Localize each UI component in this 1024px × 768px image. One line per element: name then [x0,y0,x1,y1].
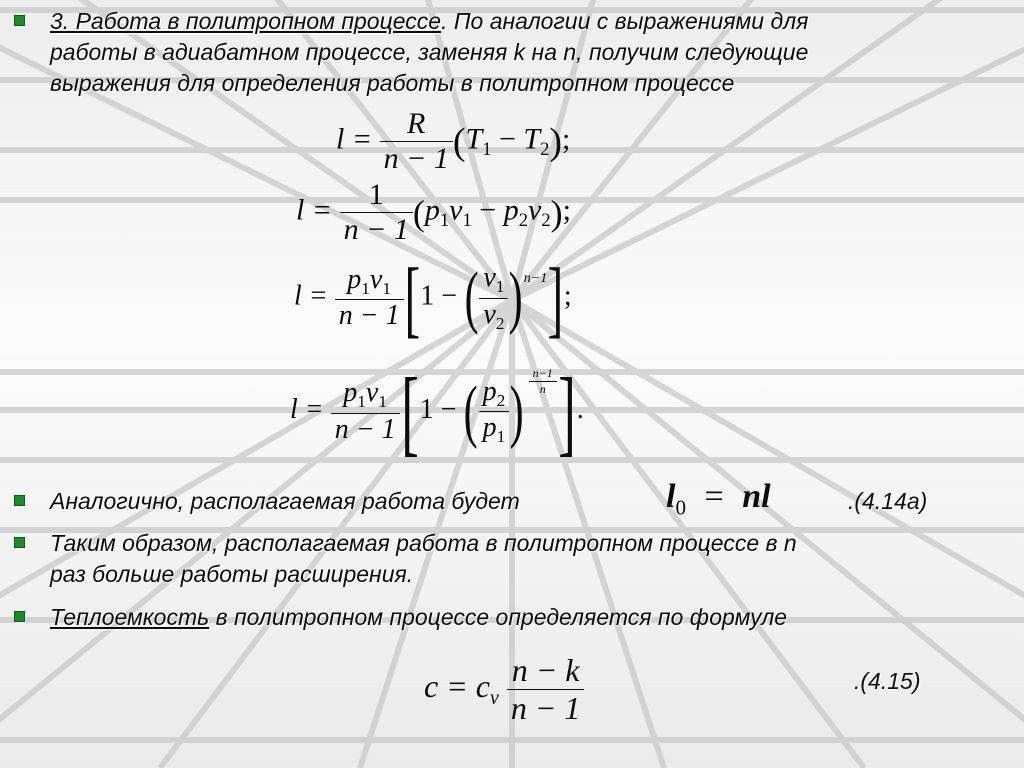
bullet-4-rest: в политропном процессе определяется по формуле [209,604,788,630]
formula-2-lhs: l = [296,193,333,227]
formula-4-exp-den: n [529,381,557,397]
bullet-2-text: Аналогично, располагаемая работа будет [50,488,520,514]
formula-work-volume-ratio [294,248,572,348]
formula-2-denominator: n − 1 [340,212,413,247]
formula-3-inner-fraction [479,262,508,333]
formula-3-inner-den-sub: 2 [495,313,505,333]
formula-2-v2: v [527,193,542,227]
formula-1-t1: T [465,122,483,156]
formula-2-p2-sub: 2 [518,209,528,231]
formula-available-work [666,478,771,520]
formula-6-fraction [507,652,585,727]
formula-4-denominator: n − 1 [331,413,400,446]
formula-2-fraction [340,178,413,247]
formula-1-paren-close: ) [549,120,563,163]
formula-6-denominator: n − 1 [507,689,585,727]
formula-3-paren-open: ( [464,259,479,336]
formula-6-numerator: n − k [511,652,580,688]
bullet-3-text [50,528,1010,590]
formula-2-p1: p [424,193,440,227]
formula-work-temperature [336,107,570,176]
formula-2-paren-open: ( [412,192,425,233]
bullet-icon [14,495,25,506]
formula-4-paren-close: ) [510,372,525,450]
formula-4-inner-num: p [482,375,497,407]
formula-2-tail: ; [562,193,571,227]
formula-4-inner-num-sub: 2 [496,391,506,410]
formula-2-minus: − [471,193,504,227]
formula-1-fraction [380,107,453,176]
formula-5-lhs: l [666,478,676,515]
formula-work-pressure-volume [296,178,571,247]
formula-1-t2: T [523,122,541,156]
formula-5-lhs-sub: 0 [675,495,686,520]
formula-1-numerator: R [407,107,426,140]
formula-3-inner-den: v [483,298,496,330]
formula-2-v1: v [449,193,463,227]
formula-4-bracket-close: ] [557,358,576,465]
formula-3-paren-close: ) [509,259,524,336]
formula-4-lhs: l = [290,393,324,425]
formula-5-eq: = [696,478,733,515]
formula-5-rhs: nl [742,478,771,515]
formula-3-bracket-close: ] [547,250,564,346]
formula-3-bracket-open: [ [404,250,420,346]
formula-1-denominator: n − 1 [380,141,453,176]
formula-3-denominator: n − 1 [335,299,404,332]
formula-4-one-minus: 1 − [419,393,464,425]
bullet-4-lead: Теплоемкость [50,604,210,630]
formula-3-inner-num: v [483,262,496,294]
formula-2-v2-sub: 2 [541,209,551,231]
formula-1-t2-sub: 2 [540,138,550,160]
formula-6-lhs: c = c [424,667,490,704]
formula-1-minus: − [491,122,524,156]
formula-heat-capacity [424,652,584,727]
bullet-1-text [50,6,1010,99]
formula-4-exp-num: n−1 [532,365,553,380]
formula-3-num-p: p [347,263,362,295]
formula-1-lhs: l = [336,122,373,156]
formula-2-paren-close: ) [550,192,563,233]
formula-1-tail: ; [562,122,571,156]
formula-2-p1-sub: 1 [439,209,450,231]
formula-4-bracket-open: [ [400,358,419,465]
formula-3-lhs: l = [294,280,328,312]
bullet-icon [14,15,25,26]
formula-4-inner-fraction [479,376,510,447]
bullet-1-lead: 3. Работа в политропном процессе [50,8,442,34]
bullet-3-line1: Таким образом, располагаемая работа в политропном процессе в n [50,530,797,556]
formula-4-num-p: p [343,377,358,409]
formula-4-num-v-sub: 1 [378,392,388,412]
formula-3-fraction [335,264,404,332]
formula-4-num-p-sub: 1 [357,392,366,412]
formula-2-p2: p [503,193,519,227]
formula-2-v1-sub: 1 [462,209,472,231]
formula-3-inner-num-sub: 1 [495,277,505,297]
formula-3-one-minus: 1 − [420,280,465,312]
formula-6-lhs-sub: v [490,686,499,709]
formula-4-exponent [529,366,557,397]
bullet-1-line3: выражения для определения работы в политропном процессе [50,70,735,96]
bullet-4-text [50,602,787,633]
formula-1-t1-sub: 1 [482,138,492,160]
formula-3-tail: ; [563,280,572,312]
equation-ref-4-15: .(4.15) [854,668,921,694]
formula-work-pressure-ratio [290,356,584,467]
formula-4-inner-den-sub: 1 [496,427,506,447]
formula-4-paren-open: ( [464,372,479,450]
bullet-3-line2: раз больше работы расширения. [50,561,414,587]
bullet-icon [14,611,25,622]
formula-4-tail: . [576,393,584,425]
bullet-1-rest: . По аналогии с выражениями для [441,8,809,34]
formula-3-num-p-sub: 1 [361,279,370,299]
formula-3-num-v-sub: 1 [382,279,392,299]
formula-4-num-v: v [365,377,379,409]
formula-4-fraction [331,377,400,445]
formula-3-exponent: n−1 [523,271,548,287]
equation-ref-4-14a: .(4.14а) [848,488,928,514]
bullet-1-line2: работы в адиабатном процессе, заменяя k на n, получим следующие [50,39,809,65]
formula-1-paren-open: ( [452,120,466,163]
formula-4-inner-den: p [482,412,497,443]
formula-2-numerator: 1 [368,178,384,211]
bullet-icon [14,537,25,548]
formula-3-num-v: v [369,263,383,295]
